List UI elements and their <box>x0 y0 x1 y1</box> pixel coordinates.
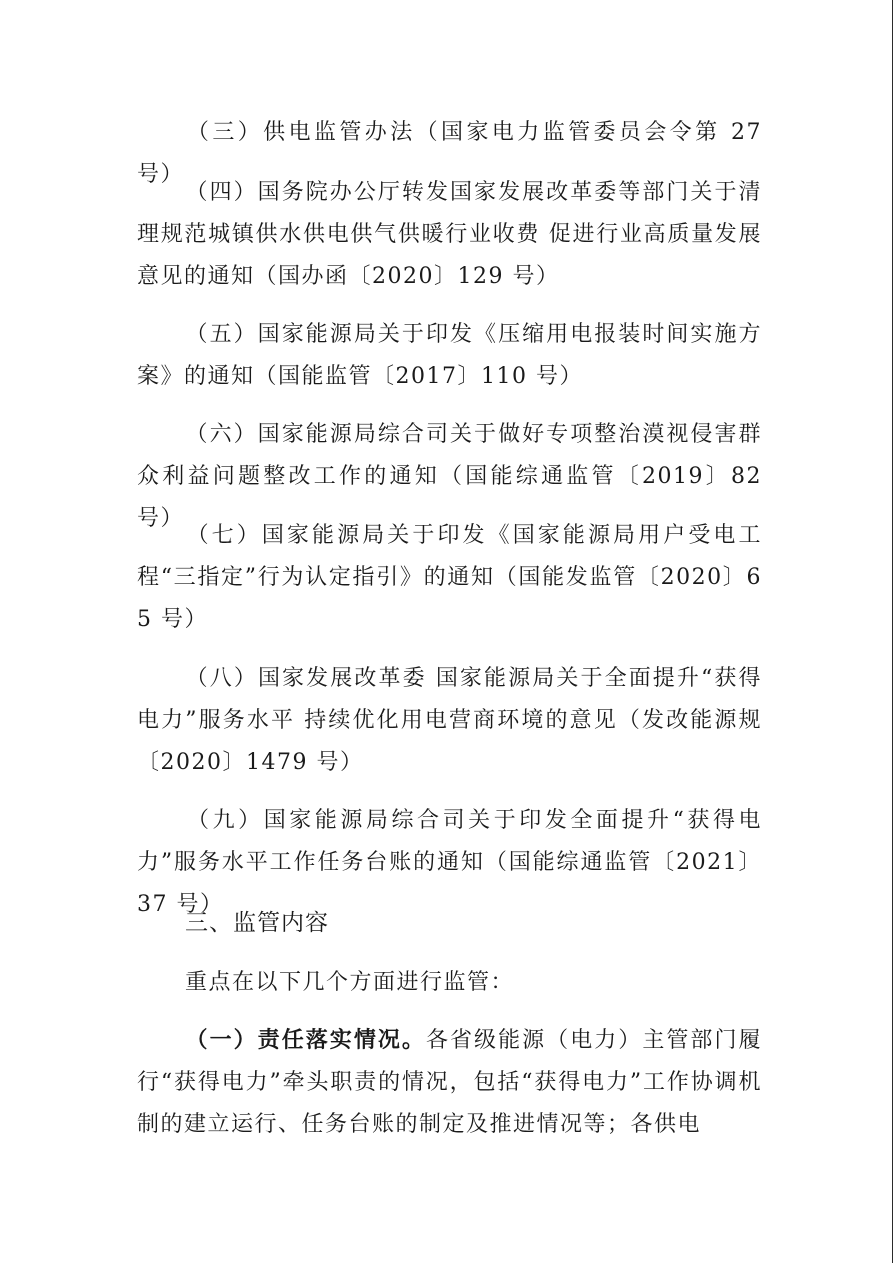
reference-item-5 <box>137 314 762 398</box>
point-one-body: 各省级能源（电力）主管部门履行“获得电力”牵头职责的情况，包括“获得电力”工作协调机制的建立运行、任务台账的制定及推进情况等；各供电 <box>137 1028 762 1137</box>
reference-item-4 <box>137 172 762 298</box>
reference-item-8 <box>137 658 762 784</box>
reference-item-7 <box>137 515 762 641</box>
reference-item-4-text: （四）国务院办公厅转发国家发展改革委等部门关于清理规范城镇供水供电供气供暖行业收费 促进行业高质量发展意见的通知（国办函〔2020〕129 号） <box>137 180 762 289</box>
section-heading: 三、监管内容 <box>185 910 329 936</box>
reference-item-8-text: （八）国家发展改革委 国家能源局关于全面提升“获得电力”服务水平 持续优化用电营商环境的意见（发改能源规〔2020〕1479 号） <box>137 666 762 775</box>
reference-item-9-text: （九）国家能源局综合司关于印发全面提升“获得电力”服务水平工作任务台账的通知（国能综通监管〔2021〕37 号） <box>137 808 762 917</box>
reference-item-7-text: （七）国家能源局关于印发《国家能源局用户受电工程“三指定”行为认定指引》的通知（国能发监管〔2020〕65 号） <box>137 523 762 632</box>
reference-item-6-text: （六）国家能源局综合司关于做好专项整治漠视侵害群众利益问题整改工作的通知（国能综通监管〔2019〕82 号） <box>137 422 762 531</box>
reference-item-3-text: （三）供电监管办法（国家电力监管委员会令第 27 号） <box>137 120 762 187</box>
reference-item-5-text: （五）国家能源局关于印发《压缩用电报装时间实施方案》的通知（国能监管〔2017〕110 号） <box>137 322 762 389</box>
point-one-title: （一）责任落实情况。 <box>185 1028 426 1053</box>
section-intro <box>137 962 762 1004</box>
section-intro-text: 重点在以下几个方面进行监管： <box>185 970 515 995</box>
point-one <box>137 1020 762 1146</box>
